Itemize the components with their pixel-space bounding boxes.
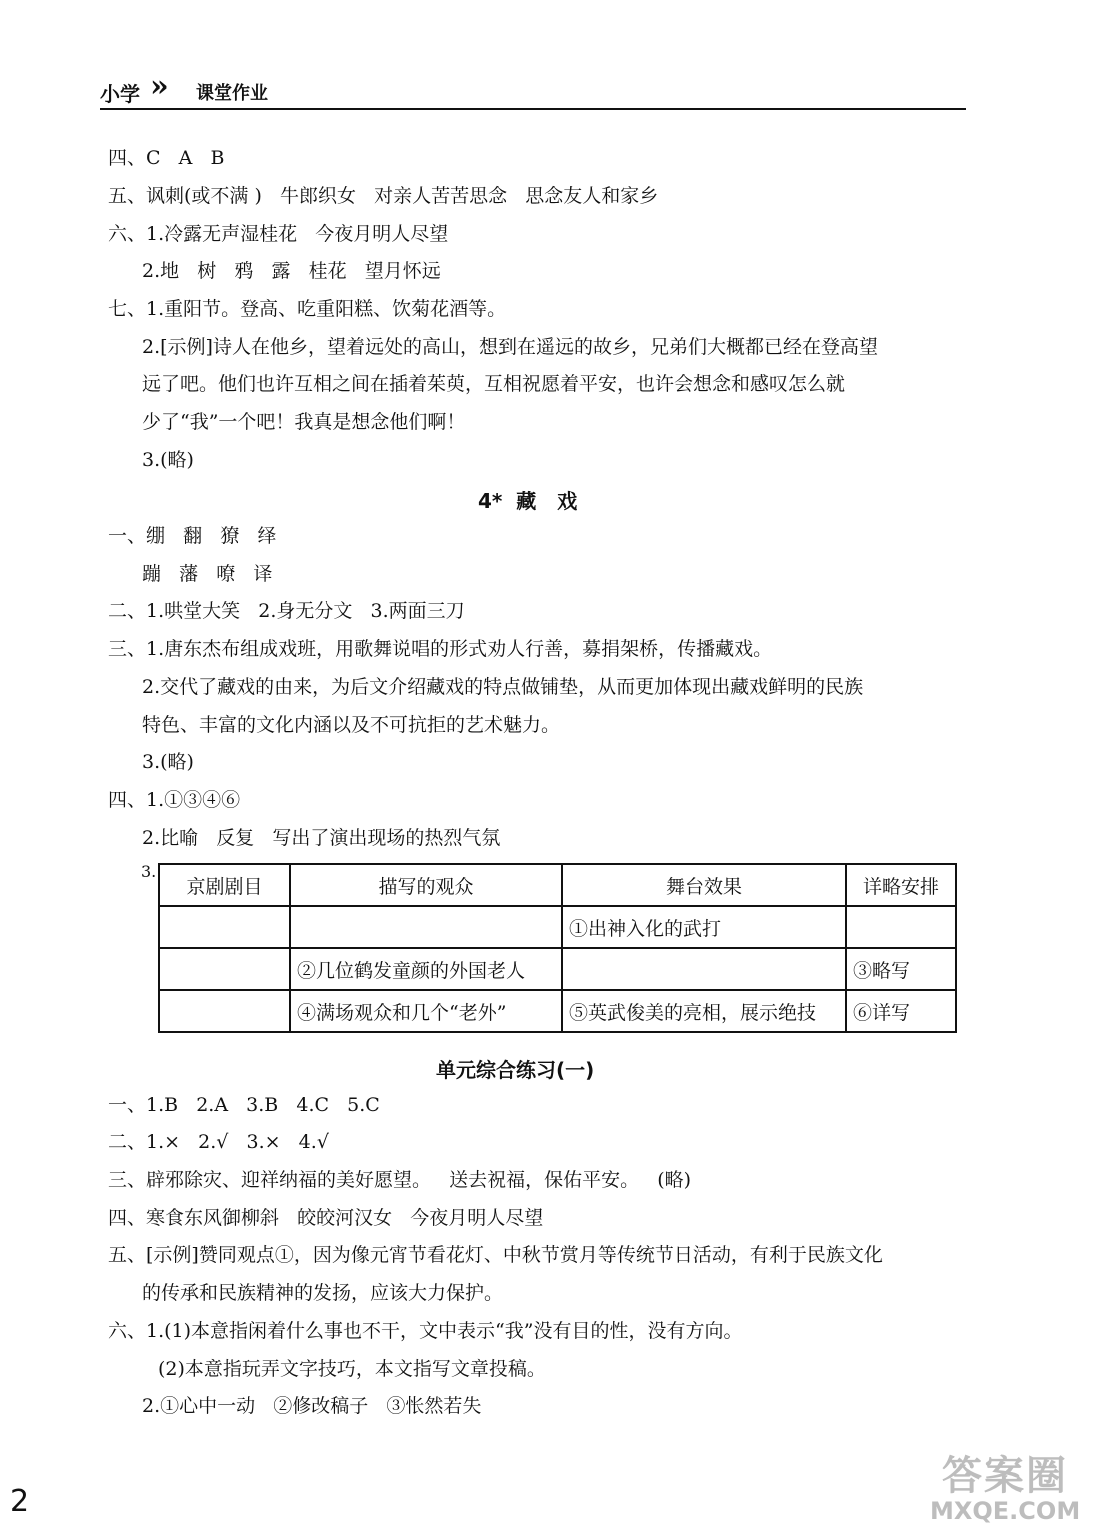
page-number: 2 xyxy=(10,1484,30,1519)
answer-line: 2.交代了藏戏的由来，为后文介绍藏戏的特点做铺垫，从而更加体现出藏戏鲜明的民族 xyxy=(142,676,864,698)
table-header-cell: 京剧剧目 xyxy=(159,864,290,906)
answer-line: 二、1.哄堂大笑 2.身无分文 3.两面三刀 xyxy=(108,600,465,622)
table-cell xyxy=(562,948,846,990)
table-header-cell: 详略安排 xyxy=(846,864,956,906)
answer-line: 蹦 藩 嘹 译 xyxy=(142,563,273,585)
answer-line: 七、1.重阳节。登高、吃重阳糕、饮菊花酒等。 xyxy=(108,298,507,320)
table-cell xyxy=(159,948,290,990)
table-cell: ⑤英武俊美的亮相，展示绝技 xyxy=(562,990,846,1032)
header-book-title: 课堂作业 xyxy=(196,83,268,104)
header-grade: 小学 xyxy=(100,82,140,106)
table-cell: ①出神入化的武打 xyxy=(562,906,846,948)
answer-line: 一、1.B 2.A 3.B 4.C 5.C xyxy=(108,1094,380,1116)
answer-table xyxy=(158,863,957,1033)
answer-line: 五、讽刺(或不满 ) 牛郎织女 对亲人苦苦思念 思念友人和家乡 xyxy=(108,185,659,207)
answer-line: 远了吧。他们也许互相之间在插着茱萸，互相祝愿着平安，也许会想念和感叹怎么就 xyxy=(142,373,846,395)
table-question-number: 3. xyxy=(141,862,157,881)
answer-line: 二、1.× 2.√ 3.× 4.√ xyxy=(108,1131,329,1153)
answer-line: 四、寒食东风御柳斜 皎皎河汉女 今夜月明人尽望 xyxy=(108,1207,544,1229)
answer-line: 一、绷 翻 獠 绎 xyxy=(108,525,277,547)
answer-line: 四、C A B xyxy=(108,147,225,169)
table-cell xyxy=(846,906,956,948)
watermark-domain: MXQE.COM xyxy=(930,1497,1081,1525)
answer-line: 2.地 树 鸦 露 桂花 望月怀远 xyxy=(142,260,441,282)
answer-line: 3.(略) xyxy=(142,449,194,471)
table-header-cell: 描写的观众 xyxy=(290,864,562,906)
answer-line: 特色、丰富的文化内涵以及不可抗拒的艺术魅力。 xyxy=(142,714,561,736)
page-header xyxy=(100,69,966,110)
answer-line: 五、[示例]赞同观点①，因为像元宵节看花灯、中秋节赏月等传统节日活动，有利于民族文化 xyxy=(108,1244,883,1266)
table-row xyxy=(159,990,956,1032)
answer-line: 三、1.唐东杰布组成戏班，用歌舞说唱的形式劝人行善，募捐架桥，传播藏戏。 xyxy=(108,638,773,660)
answer-line: 六、1.冷露无声湿桂花 今夜月明人尽望 xyxy=(108,223,449,245)
lesson-title: 4* 藏 戏 xyxy=(478,489,578,513)
answer-line: 四、1.①③④⑥ xyxy=(108,789,241,811)
table-header-row xyxy=(159,864,956,906)
table-cell xyxy=(159,990,290,1032)
header-chevron-icon: » xyxy=(150,69,163,104)
answer-line: 少了“我”一个吧！我真是想念他们啊！ xyxy=(142,411,466,433)
table-cell xyxy=(159,906,290,948)
answer-line: (2)本意指玩弄文字技巧，本文指写文章投稿。 xyxy=(158,1358,546,1380)
answer-line: 三、辟邪除灾、迎祥纳福的美好愿望。 送去祝福，保佑平安。 (略) xyxy=(108,1169,692,1191)
unit-exercise-title: 单元综合练习(一) xyxy=(436,1058,595,1082)
table-cell: ③略写 xyxy=(846,948,956,990)
table-cell xyxy=(290,906,562,948)
table-cell: ②几位鹤发童颜的外国老人 xyxy=(290,948,562,990)
answer-line: 六、1.(1)本意指闲着什么事也不干，文中表示“我”没有目的性，没有方向。 xyxy=(108,1320,743,1342)
table-cell: ④满场观众和几个“老外” xyxy=(290,990,562,1032)
answer-line: 2.①心中一动 ②修改稿子 ③怅然若失 xyxy=(142,1395,482,1417)
watermark-logo-text: 答案圈 xyxy=(942,1453,1068,1499)
answer-line: 3.(略) xyxy=(142,751,194,773)
table-header-cell: 舞台效果 xyxy=(562,864,846,906)
table-cell: ⑥详写 xyxy=(846,990,956,1032)
watermark xyxy=(930,1444,1080,1525)
answer-line: 2.比喻 反复 写出了演出现场的热烈气氛 xyxy=(142,827,501,849)
answer-line: 的传承和民族精神的发扬，应该大力保护。 xyxy=(142,1282,504,1304)
answer-line: 2.[示例]诗人在他乡，望着远处的高山，想到在遥远的故乡，兄弟们大概都已经在登高望 xyxy=(142,336,878,358)
table-row xyxy=(159,906,956,948)
table-row xyxy=(159,948,956,990)
